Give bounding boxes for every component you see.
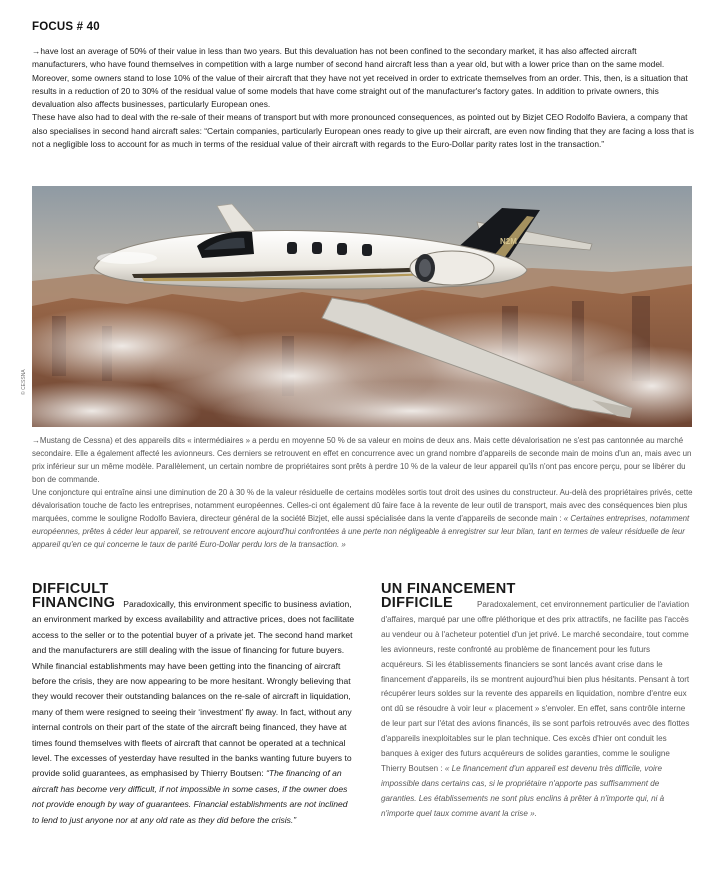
french-section-body [381,596,693,822]
french-section-title-line-1: UN FINANCEMENT [381,581,516,597]
french-section-text: Paradoxalement, cet environnement particulier de l'aviation d'affaires, marqué par une offre pléthorique et des prix attractifs, ne facilite pas l'accès au vendeur ou à l'acheteur potentiel d'un jet privé. Le marché secondaire, tout comme les avionneurs, reste confronté au problème de financement pour les futurs acquéreurs. Si les établissements financiers se sont lancés avant crise dans le financement d'appareils, ils se montrent aujourd'hui bien plus hésitants. Pensant à tort récupérer leurs soldes sur la revente des appareils en liquidation, nombre d'entre eux ont dû se résoudre à voir leur « placement » s'envoler. En effet, sans contrôle interne de leur part sur l'état des avions financés, ils se sont parfois retrouvés avec des flottes d'appareils inexploitables sur le plan technique. Ces excès d'hier ont conduit les banques à exiger des futurs acquéreurs de solides garanties, comme le souligne Thierry Boutsen : [381,600,690,773]
english-intro-paragraph-2: These have also had to deal with the re-sale of their means of transport but with more pronounced consequences, as pointed out by Bizjet CEO Rodolfo Baviera, a company that also specialises in second hand aircraft sales: “Certain companies, particularly European ones ready to give up their aircraft, are even now finding that they are facing a loss that is not a negligible loss to account for as much in terms of the residual value of their aircraft with regards to the Euro-Dollar parity rates lost in the transaction.” [32,112,694,150]
french-intro-paragraph-2-text: Une conjoncture qui entraîne ainsi une diminution de 20 à 30 % de la valeur résiduelle de certains modèles sortis tout droit des usines du constructeur. Au-delà des propriétaires privés, cette dévalorisation touche de facto les entreprises, notamment européennes. Celles-ci ont également dû faire face à la revente de leur outil de transport, mais avec des conséquences bien plus marquées, comme le souligne Rodolfo Baviera, directeur général de la société Bizjet, elle aussi spécialisée dans la vente d'appareils de seconde main : [32,488,693,523]
french-intro-paragraph-2 [32,486,694,551]
french-section-title-line-2: DIFFICILE [381,595,453,611]
french-intro-quote: « Certaines entreprises, notamment européennes, prêtes à céder leur appareil, se retrouvent encore aujourd'hui confrontées à une perte non négligeable à enregistrer sur leur bilan, tant en termes de valeur résiduelle de leur appareil qu'en ce qui concerne le taux de parité Euro-Dollar perdu lors de la transaction. » [32,514,690,549]
english-section-body [32,596,356,828]
english-section-title-line-2: FINANCING [32,595,116,611]
aircraft-photo [32,186,692,427]
tail-registration: N2M [500,237,517,246]
english-section-text: Paradoxically, this environment specific to business aviation, an environment marked by excess availability and attractive prices, does not facilitate access to the seller or to the potential buyer of a private jet. The second hand market and the manufacturers are still dealing with the issue of financing for future buyers. While financial establishments may have been getting into the financing of aircraft before the crisis, they are now appearing to be more hesitant. Wrongly believing that they would recover their outstanding balances on the re-sale of aircraft in liquidation, many of them were resigned to seeing their ‘investment’ fly away. In fact, without any internal controls on their part of the state of the aircraft being financed, they have at times found themselves with fleets of aircraft that cannot be operated at a technical level. The excesses of yesterday have resulted in the banks wanting future buyers to provide solid guarantees, as emphasised by Thierry Boutsen: [32,599,355,779]
english-intro [32,45,694,151]
french-section-quote: « Le financement d'un appareil est devenu très difficile, voire impossible dans certains cas, si le propriétaire n'apporte pas suffisamment de garanties. Les établissements ne sont plus enclins à prêter à n'importe qui, ni à n'importe quel taux comme avant la crise ». [381,763,665,818]
french-intro-paragraph-1: →Mustang de Cessna) et des appareils dits « intermédiaires » a perdu en moyenne 50 % de sa valeur en moins de deux ans. Mais cette dévalorisation ne s'est pas cantonnée au marché secondaire. Elle a également affecté les avionneurs. Ces derniers se retrouvent en effet en concurrence avec un grand nombre d'appareils de seconde main de moins d'un an, mais avec un prix inférieur sur un même modèle. Parallèlement, un certain nombre de propriétaires sont prêts à perdre 10 % de la valeur de leur appareil qu'ils n'ont pas encore perçu, pour se libérer du bon de commande. [32,436,692,484]
page-header: FOCUS # 40 [32,21,100,33]
french-section [381,582,693,822]
english-section-title-line-1: DIFFICULT [32,581,109,597]
english-section [32,582,356,828]
english-section-quote: “The financing of an aircraft has become very difficult, if not impossible in some cases, if the owner does not provide enough by way of guarantees. Financial establishments are not inclined to lend to just anyone nor at any old rate as they did before the crisis.” [32,768,348,825]
photo-credit: © CESSNA [21,369,27,395]
english-intro-paragraph-1: →have lost an average of 50% of their value in less than two years. But this devaluation has not been confined to the secondary market, it has also affected aircraft manufacturers, who have found themselves in competition with a large number of second hand aircraft less than a year old, but with a lower price than on the same model. Moreover, some owners stand to lose 10% of the value of their aircraft that they have not yet received in order to extricate themselves from an order. This, then, is a situation that results in a reduction of 20 to 30% of the residual value of some models that have come straight out of the manufacturer's factory gates. In addition to private owners, this devaluation also affects businesses, particularly European ones. [32,46,688,110]
french-intro [32,434,694,551]
